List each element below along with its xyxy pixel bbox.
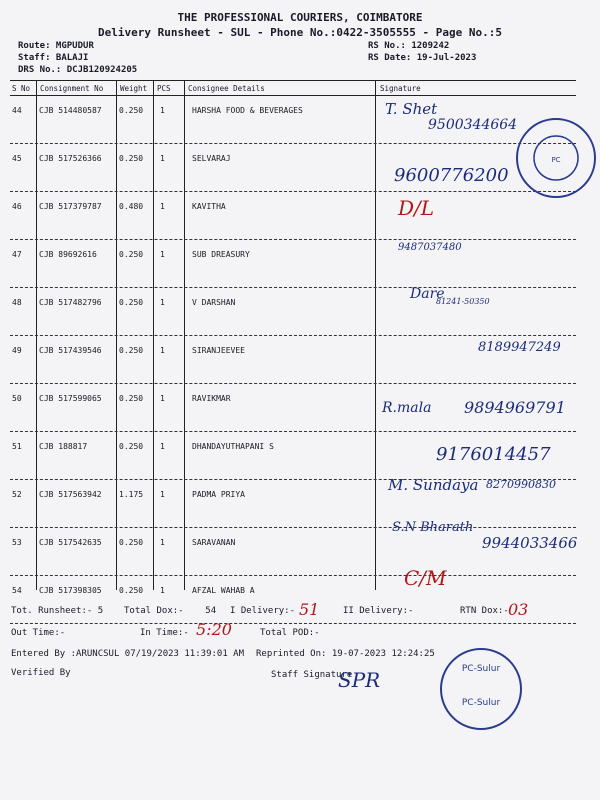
row-sno: 48 [12, 298, 22, 307]
row-sno: 51 [12, 442, 22, 451]
row-consignment: CJB 89692616 [39, 250, 97, 259]
row-pcs: 1 [160, 394, 165, 403]
row-pcs: 1 [160, 250, 165, 259]
phone-53: 9944033466 [482, 534, 578, 552]
route: Route: MGPUDUR [18, 41, 94, 51]
row-consignee: V DARSHAN [192, 298, 236, 307]
i-delivery-label: I Delivery:- [230, 606, 296, 616]
col-weight: Weight [120, 84, 148, 93]
table-header [10, 80, 576, 96]
row-consignment: CJB 517439546 [39, 346, 102, 355]
row-separator [10, 623, 576, 624]
row-sno: 53 [12, 538, 22, 547]
row-consignment: CJB 517398305 [39, 586, 102, 595]
row-weight: 0.250 [119, 346, 144, 355]
row-weight: 0.250 [119, 538, 144, 547]
rtn-dox-value: 03 [508, 600, 529, 619]
rs-number: RS No.: 1209242 [368, 41, 450, 51]
row-sno: 54 [12, 586, 22, 595]
mark-54: C/M [404, 566, 447, 590]
row-consignee: DHANDAYUTHAPANI S [192, 442, 274, 451]
row-consignee: RAVIKMAR [192, 394, 231, 403]
row-sno: 52 [12, 490, 22, 499]
row-sno: 49 [12, 346, 22, 355]
row-consignee: HARSHA FOOD & BEVERAGES [192, 106, 303, 115]
row-pcs: 1 [160, 442, 165, 451]
row-sno: 45 [12, 154, 22, 163]
signature-44: T. Shet [385, 100, 438, 118]
mark-46: D/L [398, 196, 435, 220]
drs-number: DRS No.: DCJB120924205 [18, 65, 138, 75]
runsheet-subtitle: Delivery Runsheet - SUL - Phone No.:0422-3505555 - Page No.:5 [98, 26, 502, 39]
ii-delivery-label: II Delivery:- [343, 606, 414, 616]
col-consignment: Consignment No [40, 84, 104, 93]
signature-52: M. Sundaya [388, 476, 479, 494]
i-delivery-value: 51 [299, 600, 320, 619]
row-consignee: SARAVANAN [192, 538, 236, 547]
row-sno: 46 [12, 202, 22, 211]
row-consignee: SUB DREASURY [192, 250, 250, 259]
row-sno: 47 [12, 250, 22, 259]
row-consignee: SIRANJEEVEE [192, 346, 245, 355]
row-consignee: AFZAL WAHAB A [192, 586, 255, 595]
phone-44: 9500344664 [428, 117, 518, 133]
row-weight: 0.250 [119, 154, 144, 163]
row-pcs: 1 [160, 586, 165, 595]
phone-49: 8189947249 [478, 340, 561, 355]
staff: Staff: BALAJI [18, 53, 89, 63]
row-consignment: CJB 517526366 [39, 154, 102, 163]
phone-51: 9176014457 [436, 444, 551, 465]
rs-date: RS Date: 19-Jul-2023 [368, 53, 477, 63]
row-weight: 0.250 [119, 394, 144, 403]
total-dox: Total Dox:- 54 [124, 606, 217, 616]
row-pcs: 1 [160, 154, 165, 163]
row-consignee: SELVARAJ [192, 154, 231, 163]
signature-50: R.mala [382, 400, 432, 416]
row-consignment: CJB 517599065 [39, 394, 102, 403]
col-sno: S No [12, 84, 31, 93]
col-pcs: PCS [157, 84, 171, 93]
row-pcs: 1 [160, 346, 165, 355]
side-stamp-text: PC [551, 156, 561, 164]
tot-runsheet: Tot. Runsheet:- 5 [11, 606, 104, 616]
row-pcs: 1 [160, 202, 165, 211]
company-title: THE PROFESSIONAL COURIERS, COIMBATORE [177, 11, 423, 24]
round-stamp-bottom: PC-Sulur [461, 698, 501, 708]
side-stamp [516, 118, 596, 198]
table-row [10, 576, 576, 624]
row-pcs: 1 [160, 298, 165, 307]
row-consignment: CJB 517563942 [39, 490, 102, 499]
in-time-label: In Time:- [140, 628, 189, 638]
col-consignee: Consignee Details [188, 84, 265, 93]
row-consignment: CJB 517379787 [39, 202, 102, 211]
row-consignment: CJB 517482796 [39, 298, 102, 307]
rtn-dox-label: RTN Dox:- [460, 606, 509, 616]
row-sno: 50 [12, 394, 22, 403]
staff-signature-label: Staff Signature [271, 670, 353, 680]
table-row [10, 288, 576, 336]
row-consignment: CJB 517542635 [39, 538, 102, 547]
phone-48: 81241-50350 [436, 297, 490, 306]
row-consignee: KAVITHA [192, 202, 226, 211]
col-signature: Signature [380, 84, 421, 93]
table-row [10, 192, 576, 240]
total-pod-label: Total POD:- [260, 628, 320, 638]
row-pcs: 1 [160, 538, 165, 547]
verified-by: Verified By [11, 668, 71, 678]
signature-48: Dare [410, 286, 445, 302]
row-weight: 0.250 [119, 298, 144, 307]
row-weight: 1.175 [119, 490, 144, 499]
out-time-label: Out Time:- [11, 628, 66, 638]
row-weight: 0.250 [119, 442, 144, 451]
row-consignment: CJB 514480587 [39, 106, 102, 115]
row-weight: 0.250 [119, 586, 144, 595]
entered-by: Entered By :ARUNCSUL 07/19/2023 11:39:01 AM [11, 649, 244, 659]
signature-53: S.N Bharath [392, 520, 474, 535]
table-row [10, 240, 576, 288]
reprinted-on: Reprinted On: 19-07-2023 12:24:25 [256, 649, 435, 659]
row-weight: 0.250 [119, 106, 144, 115]
phone-47: 9487037480 [398, 242, 462, 253]
row-pcs: 1 [160, 106, 165, 115]
side-stamp-seal [518, 120, 594, 196]
phone-45: 9600776200 [394, 165, 509, 186]
phone-50: 9894969791 [464, 398, 566, 417]
row-consignment: CJB 188817 [39, 442, 88, 451]
round-stamp [440, 648, 522, 730]
row-consignee: PADMA PRIYA [192, 490, 245, 499]
staff-signature-mark: SPR [338, 668, 381, 692]
row-sno: 44 [12, 106, 22, 115]
row-weight: 0.250 [119, 250, 144, 259]
in-time-value: 5:20 [196, 620, 232, 639]
row-weight: 0.480 [119, 202, 144, 211]
phone-52: 8270990830 [486, 478, 556, 491]
round-stamp-top: PC-Sulur [461, 664, 501, 674]
row-pcs: 1 [160, 490, 165, 499]
